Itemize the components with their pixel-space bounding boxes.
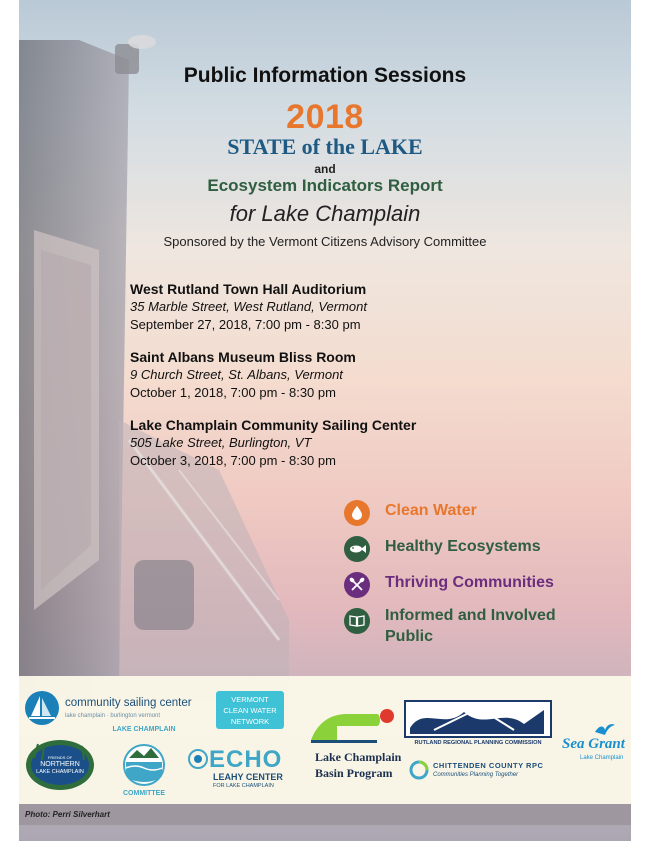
- bird-icon: [594, 722, 616, 736]
- logo-text: LEAHY CENTER: [213, 772, 283, 782]
- logo-text: NORTHERN: [40, 761, 80, 768]
- logo-subtext: Lake Champlain: [580, 755, 624, 761]
- sponsor-line: Sponsored by the Vermont Citizens Advisory Committee: [163, 234, 487, 249]
- logo-sea-grant: [562, 722, 628, 772]
- logo-text: LAKE CHAMPLAIN: [112, 726, 176, 733]
- basin-program-icon: [307, 704, 399, 744]
- logo-lake-champlain-basin-program: [307, 704, 402, 786]
- poster: [19, 0, 631, 841]
- water-drop-icon: [344, 500, 370, 526]
- lcc-emblem-icon: [111, 732, 177, 798]
- oars-icon: [344, 572, 370, 598]
- title-year: 2018: [286, 98, 364, 136]
- event-address: 9 Church Street, St. Albans, Vermont: [130, 367, 343, 382]
- event-address: 505 Lake Street, Burlington, VT: [130, 435, 312, 450]
- logo-chittenden-county-rpc: [409, 758, 559, 788]
- goal-label: Healthy Ecosystems: [385, 538, 541, 555]
- title-state-of-lake: STATE of the LAKE: [227, 134, 423, 159]
- logo-text: CHITTENDEN COUNTY RPC: [433, 761, 544, 770]
- event-date: October 1, 2018, 7:00 pm - 8:30 pm: [130, 385, 336, 400]
- rrpc-map-icon: [404, 700, 552, 738]
- book-icon: [344, 608, 370, 634]
- event-item: [130, 416, 460, 470]
- logo-text: ECHO: [209, 746, 283, 773]
- sailboat-icon: [23, 690, 61, 726]
- logo-text: COMMITTEE: [123, 790, 165, 797]
- logo-text: Lake Champlain: [315, 750, 402, 764]
- event-address: 35 Marble Street, West Rutland, Vermont: [130, 299, 367, 314]
- event-item: [130, 280, 460, 334]
- event-list: [130, 280, 460, 484]
- logo-vermont-clean-water-network: [216, 691, 284, 729]
- goal-label: Informed and Involved Public: [385, 607, 556, 645]
- goal-healthy-ecosystems: [344, 533, 614, 569]
- goal-label: Thriving Communities: [385, 574, 554, 591]
- logo-text: FRIENDS OF: [47, 755, 73, 760]
- logo-friends-northern-lake-champlain: [24, 738, 96, 792]
- photo-credit: Photo: Perri Silverhart: [25, 810, 110, 819]
- logo-text: community sailing center: [65, 697, 192, 709]
- footer-strip: [19, 804, 631, 825]
- fish-icon: [344, 536, 370, 562]
- sponsor-logos: [19, 676, 631, 804]
- event-name: Lake Champlain Community Sailing Center: [130, 417, 417, 433]
- logo-echo-leahy-center: [187, 746, 295, 790]
- goal-thriving-communities: [344, 569, 614, 605]
- goal-label: Clean Water: [385, 502, 477, 519]
- logo-text: Basin Program: [315, 766, 393, 780]
- title-lake-champlain: for Lake Champlain: [229, 201, 421, 226]
- event-name: Saint Albans Museum Bliss Room: [130, 349, 356, 365]
- ccrpc-swirl-icon: [409, 760, 429, 780]
- goal-informed-public: [344, 605, 614, 661]
- logo-text: Sea Grant: [562, 736, 625, 752]
- logo-text: VERMONT: [231, 695, 269, 704]
- goal-list: [344, 497, 614, 661]
- logo-subtext: FOR LAKE CHAMPLAIN: [213, 783, 274, 789]
- event-date: October 3, 2018, 7:00 pm - 8:30 pm: [130, 453, 336, 468]
- logo-community-sailing-center: [23, 690, 203, 726]
- logo-rutland-regional-planning-commission: [404, 700, 552, 750]
- logo-subtext: lake champlain · burlington vermont: [65, 713, 161, 719]
- event-date: September 27, 2018, 7:00 pm - 8:30 pm: [130, 317, 361, 332]
- title-and: and: [314, 162, 336, 176]
- logo-text: NETWORK: [230, 717, 270, 726]
- logo-text: LAKE CHAMPLAIN: [36, 769, 84, 775]
- title-indicators: Ecosystem Indicators Report: [207, 176, 443, 195]
- title-public-sessions: Public Information Sessions: [183, 64, 467, 87]
- logo-lake-champlain-committee: [111, 726, 177, 800]
- event-name: West Rutland Town Hall Auditorium: [130, 281, 367, 297]
- logo-text: CLEAN WATER: [223, 706, 277, 715]
- goal-clean-water: [344, 497, 614, 533]
- logo-subtext: Communities Planning Together: [433, 772, 519, 778]
- event-item: [130, 348, 460, 402]
- logo-text: RUTLAND REGIONAL PLANNING COMMISSION: [414, 740, 542, 746]
- echo-drop-icon: [187, 748, 209, 770]
